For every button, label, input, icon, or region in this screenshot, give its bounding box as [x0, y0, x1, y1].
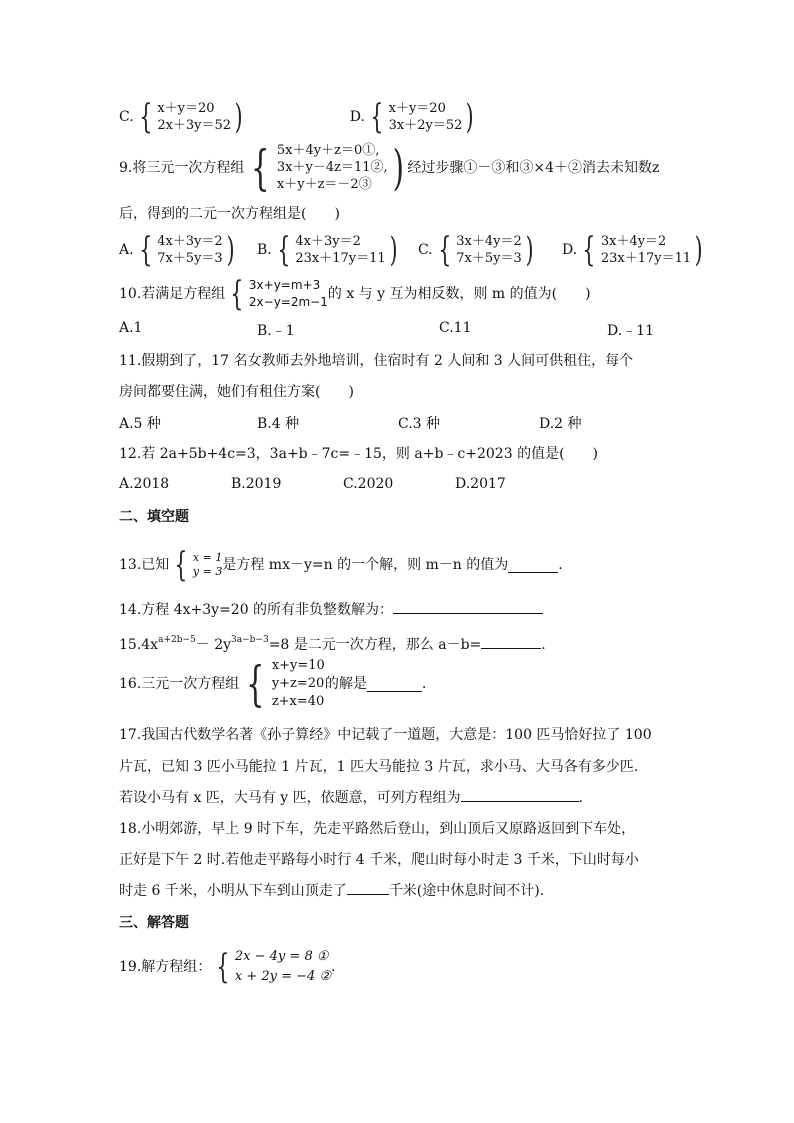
eq-row: 7x＋5y＝3 — [157, 251, 223, 266]
q18-answer-blank[interactable] — [347, 880, 389, 895]
q9-suffix: 经过步骤①－③和③×4＋②消去未知数z — [407, 159, 660, 176]
q10-option-b: B.﹣1 — [257, 323, 295, 339]
eq-row: 3x+y=m+3 — [248, 278, 321, 292]
q13-question: 13.已知 { x = 1 y = 3 是方程 mx－y=n 的一个解，则 m－n 的值为 . — [119, 545, 563, 585]
q11-option-a: A.5 种 — [119, 416, 161, 432]
q15-exponent-1: a+2b−5 — [158, 635, 196, 645]
q17-line3: 若设小马有 x 匹，大马有 y 匹，依题意，可列方程组为 . — [119, 787, 583, 809]
q11-option-d: D.2 种 — [539, 416, 582, 432]
q19-prefix: 19.解方程组： — [119, 959, 212, 975]
q12-option-b: B.2019 — [231, 476, 282, 492]
q13-answer-blank[interactable] — [508, 558, 558, 573]
q9-option-c: C. { 3x＋4y＝2 7x＋5y＝3 ) — [417, 230, 534, 270]
q14-question — [119, 599, 543, 621]
q8-d-label: D. — [349, 109, 365, 125]
q8-option-d: D. { x＋y＝20 3x＋2y＝52 ) — [349, 97, 475, 137]
q10-suffix: 的 x 与 y 互为相反数，则 m 的值为( ) — [327, 286, 591, 302]
q9-line2: 后，得到的二元一次方程组是( ) — [119, 206, 340, 222]
q13-prefix: 13.已知 — [119, 557, 170, 573]
q9-option-a: A. { 4x＋3y＝2 7x＋5y＝3 ) — [119, 230, 235, 270]
q9-question: 9.将三元一次方程组 { 5x＋4y＋z＝0①, 3x＋y－4z＝11②, x＋y＋z＝－2③ ) 经过步骤①－③和③×4＋②消去未知数z — [119, 139, 660, 196]
eq-row: 23x＋17y＝11 — [295, 251, 386, 266]
q14-answer-blank[interactable] — [393, 599, 543, 614]
eq-row: 5x＋4y＋z＝0①, — [276, 143, 380, 158]
q9-option-b: B. { 4x＋3y＝2 23x＋17y＝11 ) — [256, 230, 398, 270]
eq-row: 23x＋17y＝11 — [600, 251, 692, 266]
q11-option-b: B.4 种 — [257, 416, 300, 432]
q14-text: 14.方程 4x+3y=20 的所有非负整数解为： — [119, 602, 394, 618]
q11-line1: 11.假期到了，17 名女教师去外地培训，住宿时有 2 人间和 3 人间可供租住，每个 — [119, 353, 634, 369]
q16-answer-blank[interactable] — [367, 677, 422, 692]
eq-row: 2x−y=2m−1 — [248, 295, 328, 309]
q10-option-a: A.1 — [119, 320, 143, 336]
q18-line1: 18.小明郊游，早上 9 时下车，先走平路然后登山，到山顶后又原路返回到下车处， — [119, 821, 636, 837]
q8-c-label: C. — [119, 109, 134, 125]
q9-prefix: 9.将三元一次方程组 — [119, 159, 245, 176]
q10-option-c: C.11 — [439, 320, 472, 336]
q10-option-d: D.﹣11 — [607, 323, 654, 339]
eq-row: 3x＋y－4z＝11②, — [276, 160, 388, 175]
q16-question: 16.三元一次方程组 { x+y=10 y+z=20 z+x=40 的解是 . — [119, 656, 427, 712]
eq-row: x＋y＋z＝－2③ — [276, 177, 372, 192]
eq-row: y = 3 — [192, 565, 223, 578]
eq-row: 3x＋4y＝2 — [600, 234, 667, 249]
q8-option-c: C. { x＋y＝20 2x＋3y＝52 ) — [119, 97, 243, 137]
q16-suffix: 的解是 — [324, 676, 367, 692]
q15-answer-blank[interactable] — [481, 634, 541, 649]
q12-question: 12.若 2a+5b+4c=3，3a+b﹣7c=﹣15，则 a+b﹣c+2023 的值是( ) — [119, 446, 598, 462]
section-fill-blank-title: 二、填空题 — [119, 509, 189, 525]
q18-line3: 时走 6 千米，小明从下车到山顶走了 千米(途中休息时间不计). — [119, 880, 544, 902]
q11-line2: 房间都要住满，她们有租住方案( ) — [119, 384, 354, 400]
eq-row: 7x＋5y＝3 — [456, 251, 522, 266]
eq-row: x＋y＝20 — [157, 101, 215, 116]
q10-prefix: 10.若满足方程组 — [119, 286, 226, 302]
q17-line1: 17.我国古代数学名著《孙子算经》中记载了一道题，大意是：100 匹马恰好拉了 100 — [119, 727, 652, 743]
q19-question: 19.解方程组： { 2x − 4y = 8 ① x + 2y = −4 ② . — [119, 947, 336, 987]
q12-option-d: D.2017 — [455, 476, 506, 492]
eq-row: 3x＋2y＝52 — [388, 118, 463, 133]
q18-line2: 正好是下午 2 时.若他走平路每小时行 4 千米，爬山时每小时走 3 千米，下山时每小 — [119, 852, 639, 868]
q11-option-c: C.3 种 — [398, 416, 441, 432]
eq-row: 4x＋3y＝2 — [295, 234, 361, 249]
q12-option-a: A.2018 — [119, 476, 170, 492]
eq-row: x = 1 — [192, 551, 223, 564]
q13-suffix: 是方程 mx－y=n 的一个解，则 m－n 的值为 — [222, 557, 509, 573]
eq-row: x+y=10 — [271, 658, 325, 673]
q12-option-c: C.2020 — [343, 476, 394, 492]
q8-options — [119, 97, 477, 137]
eq-row: z+x=40 — [271, 694, 325, 709]
q15-exponent-2: 3a−b−3 — [231, 635, 269, 645]
q10-question: 10.若满足方程组 { 3x+y=m+3 2x−y=2m−1 的 x 与 y 互为相反数，则 m 的值为( ) — [119, 274, 591, 314]
q9-option-d: D. { 3x＋4y＝2 23x＋17y＝11 ) — [562, 230, 703, 270]
eq-row: y+z=20 — [271, 676, 325, 691]
eq-row: x + 2y = −4 ② — [234, 969, 332, 984]
section-solve-title: 三、解答题 — [119, 915, 189, 931]
q17-answer-blank[interactable] — [461, 787, 579, 802]
eq-row: 3x＋4y＝2 — [456, 234, 522, 249]
q9-options — [119, 230, 705, 270]
eq-row: 2x − 4y = 8 ① — [234, 949, 329, 964]
eq-row: 2x＋3y＝52 — [157, 118, 232, 133]
eq-row: 4x＋3y＝2 — [157, 234, 223, 249]
q16-prefix: 16.三元一次方程组 — [119, 676, 240, 692]
q17-line2: 片瓦，已知 3 匹小马能拉 1 片瓦，1 匹大马能拉 3 片瓦，求小马、大马各有多少匹. — [119, 759, 639, 775]
eq-row: x＋y＝20 — [388, 101, 446, 116]
q15-question: $15.4x^{a+2b-5}- 2y^{3a-b-3}=8$ 是二元一次方程，那么 a－b= . — [119, 635, 546, 653]
